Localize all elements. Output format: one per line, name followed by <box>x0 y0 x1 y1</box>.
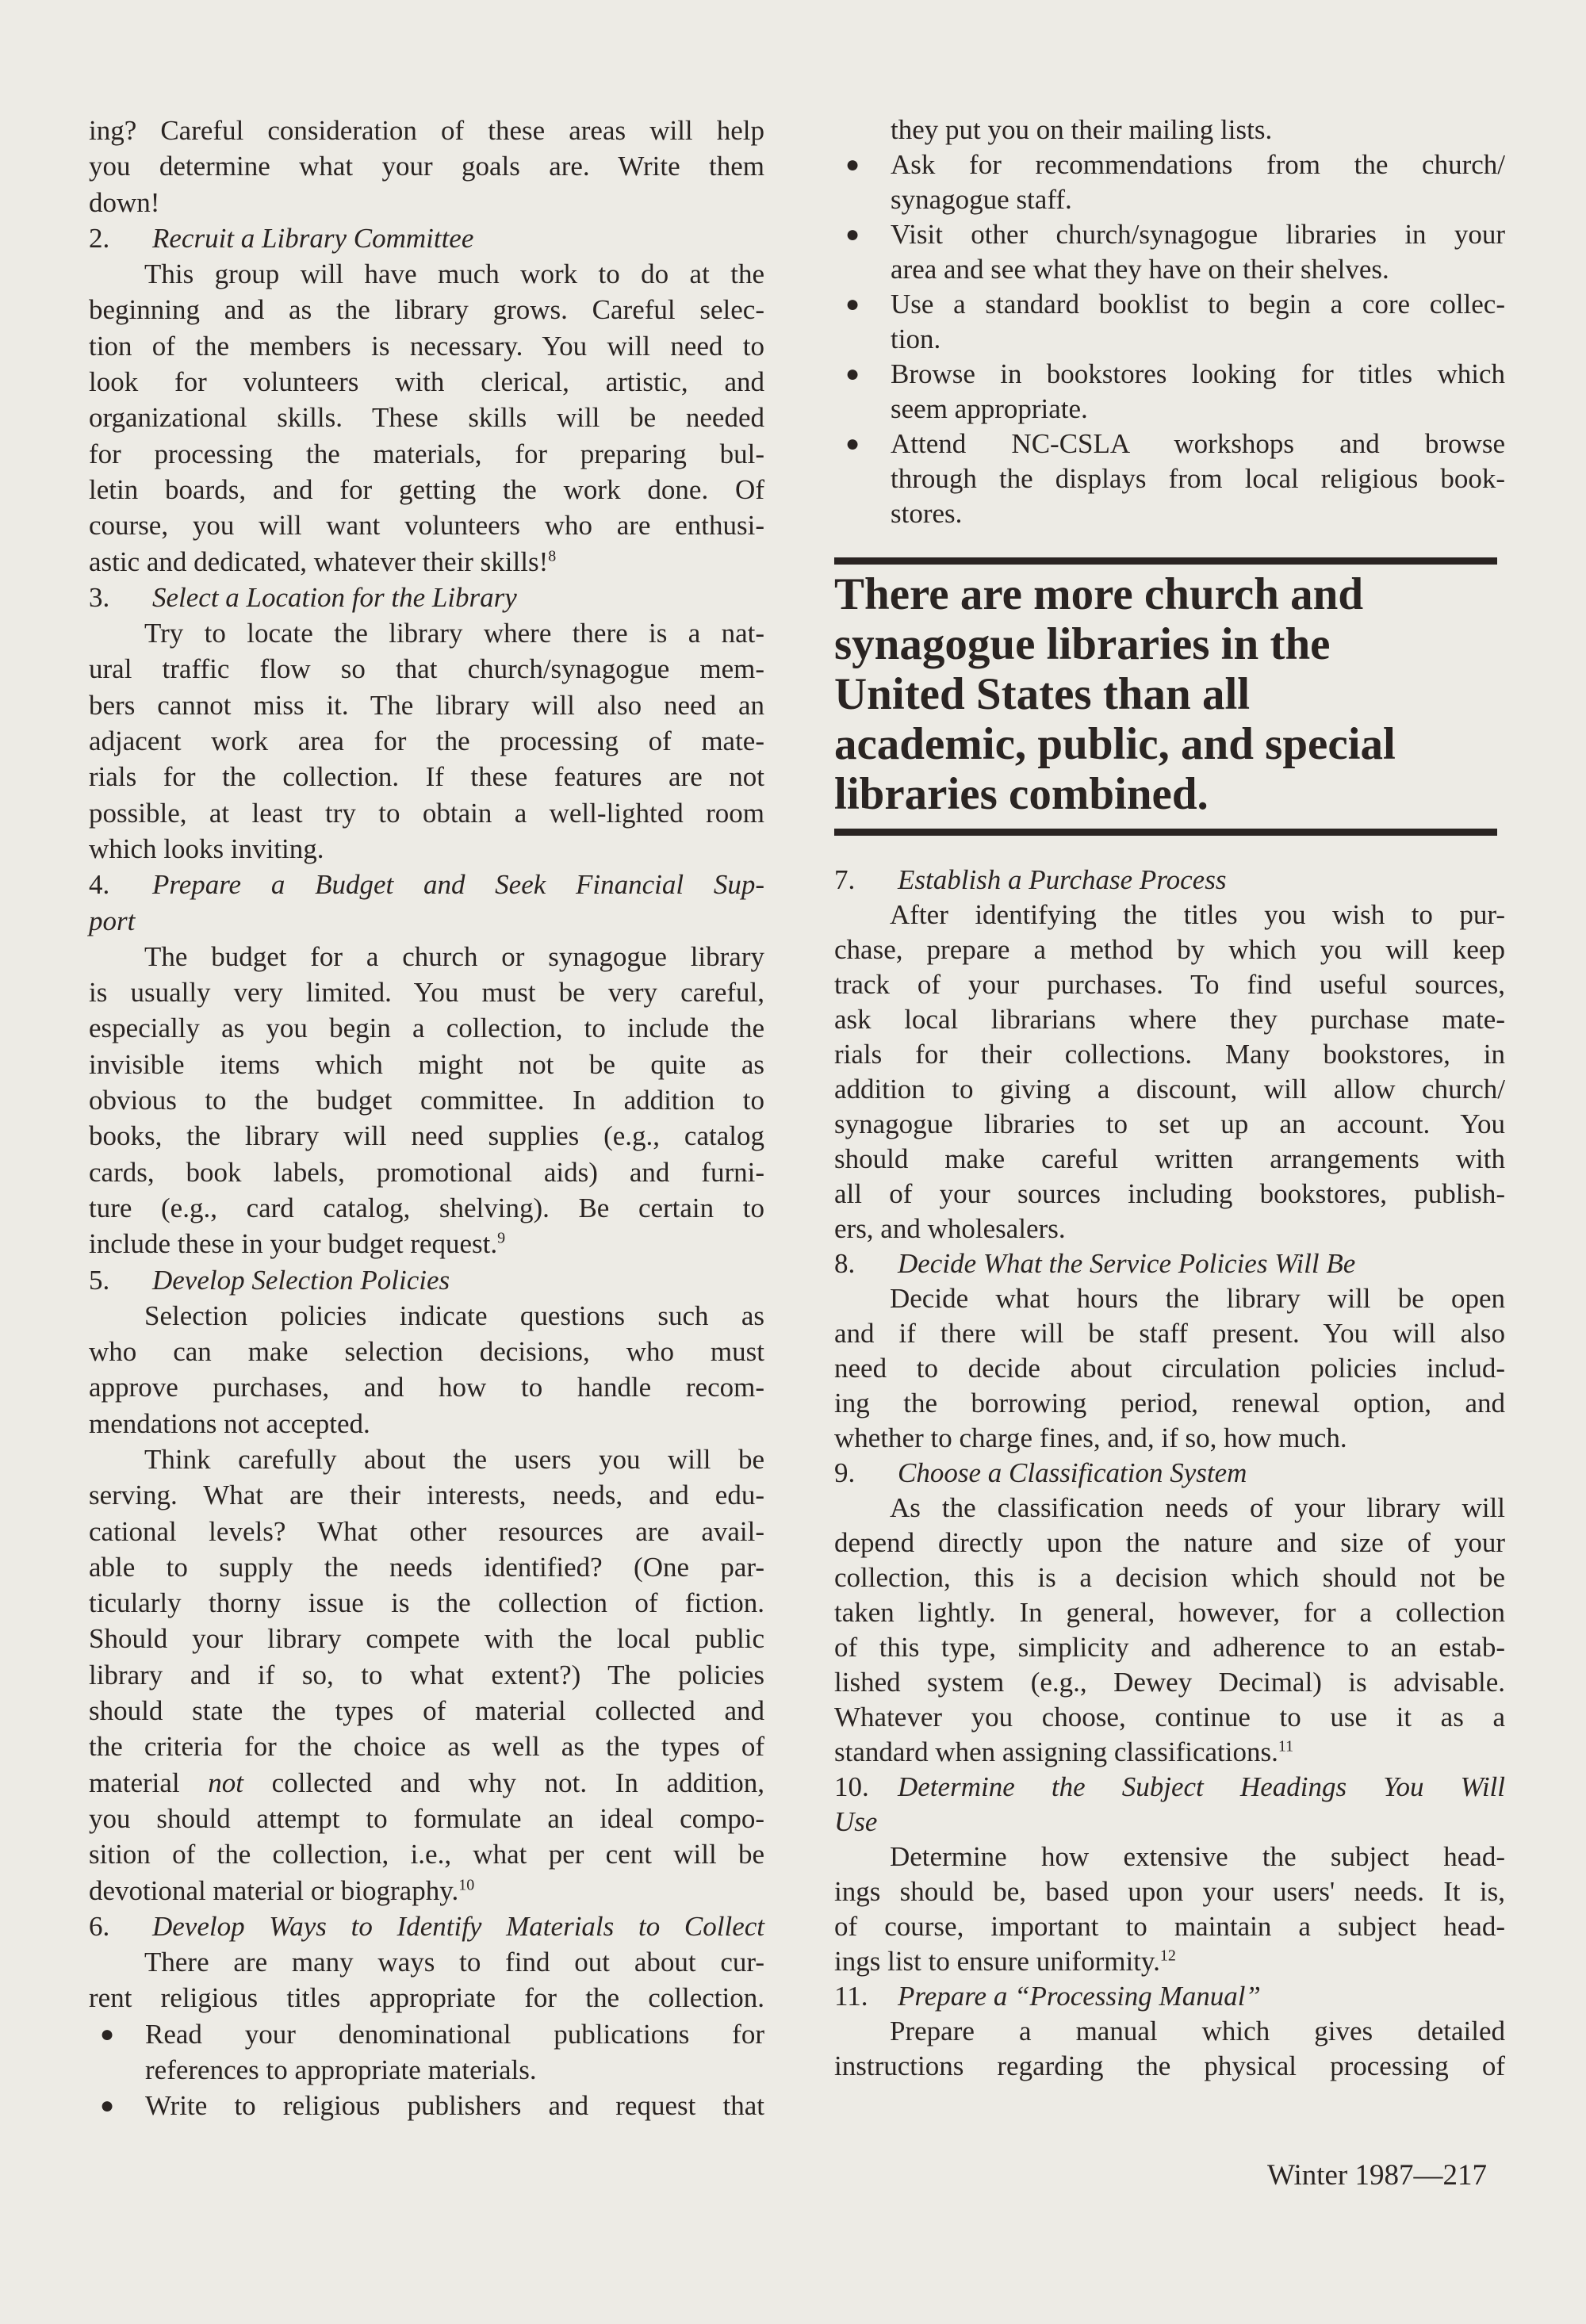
text-line <box>89 651 764 687</box>
text-line <box>89 1226 764 1262</box>
line-text: Selection policies indicate questions such as <box>144 1300 764 1331</box>
line-text: rials for the collection. If these features are not <box>89 761 764 793</box>
bullet-line <box>89 2016 764 2052</box>
section-heading-line <box>89 220 764 256</box>
line-text: rials for their collections. Many bookstores, in <box>834 1039 1505 1070</box>
text-line <box>834 1560 1505 1595</box>
line-text: organizational skills. These skills will be needed <box>89 402 764 434</box>
bullet-icon: ● <box>845 151 860 178</box>
line-text: ture (e.g., card catalog, shelving). Be certain to <box>89 1192 764 1223</box>
line-text: ers, and wholesalers. <box>834 1213 1066 1244</box>
line-text: is usually very limited. You must be very careful, <box>89 977 764 1009</box>
section-number: 4. <box>89 869 110 901</box>
line-text: Read your denominational publications for <box>145 2018 764 2050</box>
section-heading-line <box>834 1805 1505 1840</box>
text-line <box>834 1351 1505 1386</box>
line-text: tion of the members is necessary. You will need to <box>89 330 764 362</box>
line-text: through the displays from local religious book- <box>891 463 1505 494</box>
line-text: synagogue libraries to set up an account. You <box>834 1108 1505 1139</box>
bullet-icon: ● <box>100 2020 115 2047</box>
pull-quote-bottom-rule <box>834 829 1497 836</box>
line-text: library and if so, to what extent?) The policies <box>89 1659 764 1690</box>
line-text: ings should be, based upon your users' needs. It is, <box>834 1876 1505 1907</box>
line-text: especially as you begin a collection, to include the <box>89 1013 764 1044</box>
line-text: bers cannot miss it. The library will also need an <box>89 689 764 721</box>
line-text: possible, at least try to obtain a well-lighted room <box>89 797 764 829</box>
footnote-reference: 12 <box>1159 1947 1176 1965</box>
line-text: astic and dedicated, whatever their skills! <box>89 546 549 577</box>
line-text: ural traffic flow so that church/synagogue mem- <box>89 653 764 685</box>
bullet-line <box>834 217 1505 252</box>
line-text: of course, important to maintain a subject head- <box>834 1911 1505 1942</box>
line-text: synagogue staff. <box>891 184 1072 215</box>
section-title: Determine the Subject Headings You Will <box>898 1771 1505 1802</box>
line-text: books, the library will need supplies (e.g., catalog <box>89 1120 764 1152</box>
line-text: Should your library compete with the local public <box>89 1623 764 1655</box>
text-line <box>89 1729 764 1764</box>
line-text: down! <box>89 186 160 218</box>
text-line <box>89 687 764 723</box>
section-title: Establish a Purchase Process <box>898 864 1227 895</box>
text-line <box>89 1441 764 1477</box>
line-text: taken lightly. In general, however, for a collection <box>834 1597 1505 1628</box>
line-text: of this type, simplicity and adherence to an estab- <box>834 1632 1505 1663</box>
page-footer: Winter 1987—217 <box>1267 2159 1487 2192</box>
text-line <box>89 1549 764 1585</box>
line-text: serving. What are their interests, needs, and edu- <box>89 1480 764 1511</box>
text-line <box>834 1107 1505 1142</box>
line-text: Ask for recommendations from the church/ <box>891 149 1505 180</box>
text-line <box>834 1002 1505 1037</box>
line-text: devotional material or biography. <box>89 1874 459 1906</box>
bullet-line <box>834 147 1505 182</box>
text-line <box>89 507 764 543</box>
text-line <box>89 1944 764 1980</box>
pull-quote-top-rule <box>834 557 1497 565</box>
text-line <box>834 1142 1505 1177</box>
text-line <box>89 759 764 794</box>
line-text: ticularly thorny issue is the collection of fiction. <box>89 1587 764 1619</box>
line-text: approve purchases, and how to handle recom- <box>89 1372 764 1403</box>
section-number: 11. <box>834 1981 868 2012</box>
text-line <box>89 544 764 580</box>
text-line <box>89 1406 764 1441</box>
pull-quote-line: academic, public, and special <box>834 719 1396 769</box>
line-text: need to decide about circulation policies includ- <box>834 1353 1505 1384</box>
section-number: 5. <box>89 1264 110 1296</box>
text-line <box>834 1630 1505 1665</box>
pull-quote-line: United States than all <box>834 669 1251 719</box>
line-text: collection, this is a decision which should not be <box>834 1562 1505 1593</box>
line-text: There are many ways to find out about cur- <box>144 1947 764 1978</box>
section-heading-line <box>89 867 764 902</box>
footnote-reference: 11 <box>1278 1737 1294 1755</box>
line-text: cational levels? What other resources are avail- <box>89 1515 764 1547</box>
text-line <box>834 1944 1505 1979</box>
section-heading-line <box>89 580 764 615</box>
section-number: 8. <box>834 1248 856 1279</box>
text-line <box>89 185 764 220</box>
text-line <box>89 939 764 974</box>
text-line <box>89 328 764 364</box>
text-line <box>89 472 764 507</box>
line-text: The budget for a church or synagogue library <box>144 940 764 972</box>
section-heading-line <box>834 1770 1505 1805</box>
line-text: ask local librarians where they purchase mate- <box>834 1004 1505 1035</box>
line-text: ing the borrowing period, renewal option, and <box>834 1388 1505 1419</box>
line-text: Prepare a manual which gives detailed <box>890 2016 1505 2046</box>
line-text: As the classification needs of your library will <box>890 1492 1505 1523</box>
bullet-line <box>834 357 1505 392</box>
pull-quote-line: libraries combined. <box>834 769 1209 819</box>
section-heading-line <box>834 1456 1505 1491</box>
line-text: letin boards, and for getting the work done. Of <box>89 473 764 505</box>
text-line <box>834 967 1505 1002</box>
text-line <box>89 1047 764 1082</box>
text-line <box>834 932 1505 967</box>
line-text: beginning and as the library grows. Careful selec- <box>89 294 764 326</box>
section-title: Develop Ways to Identify Materials to Collect <box>152 1910 764 1942</box>
line-text: ing? Careful consideration of these areas will help <box>89 115 764 146</box>
line-text: addition to giving a discount, will allow church/ <box>834 1074 1505 1105</box>
right-column-text <box>834 863 1505 2084</box>
line-text: the criteria for the choice as well as the types of <box>89 1731 764 1763</box>
text-line <box>89 1154 764 1190</box>
line-text: mendations not accepted. <box>89 1407 370 1439</box>
text-line <box>834 1212 1505 1246</box>
text-line <box>89 1514 764 1549</box>
text-line <box>89 1585 764 1621</box>
line-text: for processing the materials, for preparing bul- <box>89 438 764 469</box>
line-text: After identifying the titles you wish to pur- <box>890 899 1505 930</box>
bullet-line <box>834 182 1505 217</box>
line-text: look for volunteers with clerical, artistic, and <box>89 366 764 398</box>
section-title: Decide What the Service Policies Will Be <box>898 1248 1356 1279</box>
text-line <box>89 148 764 184</box>
bullet-icon: ● <box>845 431 860 457</box>
section-number: 3. <box>89 581 110 613</box>
text-line <box>89 436 764 472</box>
line-text: obvious to the budget committee. In addition to <box>89 1085 764 1116</box>
text-line <box>834 1735 1505 1770</box>
section-title: Choose a Classification System <box>898 1457 1247 1488</box>
bullet-line <box>834 496 1505 531</box>
line-text: invisible items which might not be quite as <box>89 1048 764 1080</box>
line-text: Determine how extensive the subject head- <box>890 1841 1505 1872</box>
line-text: collected and why not. In addition, <box>243 1767 765 1798</box>
line-text: Whatever you choose, continue to use it as a <box>834 1702 1505 1732</box>
line-text: rent religious titles appropriate for the collection. <box>89 1982 764 2014</box>
section-heading-line <box>834 1979 1505 2014</box>
bullet-line <box>89 2088 764 2123</box>
section-title: Develop Selection Policies <box>152 1264 450 1296</box>
line-text: Browse in bookstores looking for titles which <box>891 358 1505 389</box>
text-line <box>89 1298 764 1334</box>
bullet-icon: ● <box>845 291 860 317</box>
line-text: standard when assigning classifications. <box>834 1736 1278 1767</box>
text-line <box>89 1369 764 1405</box>
section-number: 6. <box>89 1910 110 1942</box>
line-text: chase, prepare a method by which you will keep <box>834 934 1505 965</box>
text-line <box>834 2049 1505 2084</box>
text-line <box>834 1491 1505 1526</box>
text-line <box>89 723 764 759</box>
line-text: course, you will want volunteers who are enthusi- <box>89 510 764 542</box>
bullet-line <box>89 2052 764 2088</box>
text-line <box>89 1873 764 1909</box>
right-column-bullets <box>834 113 1505 531</box>
section-heading-line <box>89 1262 764 1298</box>
line-text: Use <box>834 1806 878 1837</box>
line-text: instructions regarding the physical processing of <box>834 2050 1505 2081</box>
text-line <box>89 974 764 1010</box>
text-line <box>834 1177 1505 1212</box>
pull-quote-line: synagogue libraries in the <box>834 619 1331 669</box>
line-text: references to appropriate materials. <box>145 2054 537 2086</box>
footnote-reference: 10 <box>458 1875 475 1893</box>
line-text: Try to locate the library where there is a nat- <box>144 618 764 649</box>
line-text: they put you on their mailing lists. <box>891 114 1273 145</box>
line-text: should make careful written arrangements with <box>834 1143 1505 1174</box>
bullet-line <box>834 252 1505 287</box>
text-line <box>834 898 1505 932</box>
section-number: 7. <box>834 864 856 895</box>
line-text: area and see what they have on their shelves. <box>891 254 1389 285</box>
bullet-line <box>834 427 1505 461</box>
line-text: you determine what your goals are. Write them <box>89 151 764 182</box>
line-text: lished system (e.g., Dewey Decimal) is advisable. <box>834 1667 1505 1698</box>
line-text: Visit other church/synagogue libraries in your <box>891 219 1505 250</box>
bullet-line <box>834 322 1505 357</box>
line-text: seem appropriate. <box>891 393 1088 424</box>
line-text: all of your sources including bookstores, publish- <box>834 1178 1505 1209</box>
line-text: ings list to ensure uniformity. <box>834 1946 1160 1977</box>
text-line <box>89 1010 764 1046</box>
bullet-icon: ● <box>845 221 860 247</box>
section-heading-line <box>89 903 764 939</box>
bullet-icon: ● <box>100 2092 115 2119</box>
line-text: who can make selection decisions, who must <box>89 1336 764 1368</box>
pull-quote-line: There are more church and <box>834 569 1364 619</box>
section-heading-line <box>834 863 1505 898</box>
line-text: Decide what hours the library will be open <box>890 1283 1505 1314</box>
section-title: Select a Location for the Library <box>152 581 517 613</box>
line-text: able to supply the needs identified? (One par- <box>89 1551 764 1583</box>
text-line <box>89 1801 764 1836</box>
line-text: This group will have much work to do at the <box>144 258 764 290</box>
text-line <box>834 1316 1505 1351</box>
line-text: whether to charge fines, and, if so, how much. <box>834 1422 1347 1453</box>
line-text: adjacent work area for the processing of mate- <box>89 726 764 757</box>
bullet-icon: ● <box>845 361 860 387</box>
line-text: Use a standard booklist to begin a core collec- <box>891 289 1505 320</box>
text-line <box>834 1874 1505 1909</box>
line-text: cards, book labels, promotional aids) and furni- <box>89 1156 764 1188</box>
line-text: Write to religious publishers and request that <box>145 2090 764 2122</box>
line-text: Attend NC-CSLA workshops and browse <box>891 428 1505 459</box>
line-text: you should attempt to formulate an ideal compo- <box>89 1802 764 1834</box>
line-text: should state the types of material collected and <box>89 1695 764 1727</box>
line-text: sition of the collection, i.e., what per cent will be <box>89 1839 764 1870</box>
text-line <box>834 1526 1505 1560</box>
text-line <box>89 1334 764 1369</box>
line-text: include these in your budget request. <box>89 1228 498 1260</box>
text-line <box>89 831 764 867</box>
text-line <box>834 1595 1505 1630</box>
text-line <box>89 292 764 327</box>
line-text: Think carefully about the users you will be <box>144 1443 764 1475</box>
bullet-line <box>834 113 1505 147</box>
bullet-line <box>834 392 1505 427</box>
text-line <box>89 1118 764 1154</box>
text-line <box>834 1840 1505 1874</box>
line-text: port <box>89 905 136 936</box>
bullet-line <box>834 287 1505 322</box>
section-title: Recruit a Library Committee <box>152 222 474 254</box>
text-line <box>89 1082 764 1118</box>
section-number: 2. <box>89 222 110 254</box>
section-title: Prepare a “Processing Manual” <box>898 1981 1261 2012</box>
text-line <box>834 1386 1505 1421</box>
text-line <box>89 256 764 292</box>
text-line <box>89 113 764 148</box>
text-line <box>834 1421 1505 1456</box>
text-line <box>834 2014 1505 2049</box>
line-text: depend directly upon the nature and size of your <box>834 1527 1505 1558</box>
text-line <box>834 1665 1505 1700</box>
line-text: track of your purchases. To find useful sources, <box>834 969 1505 1000</box>
line-text: which looks inviting. <box>89 833 324 864</box>
emphasis-text: not <box>208 1767 244 1798</box>
footnote-reference: 8 <box>548 546 557 565</box>
section-number: 10. <box>834 1771 869 1802</box>
line-text: tion. <box>891 324 941 354</box>
bullet-line <box>834 461 1505 496</box>
section-heading-line <box>89 1909 764 1944</box>
text-line <box>834 1281 1505 1316</box>
text-line <box>89 400 764 435</box>
text-line <box>834 1909 1505 1944</box>
text-line <box>834 1072 1505 1107</box>
text-line <box>89 1621 764 1656</box>
left-column <box>89 113 764 2124</box>
text-line <box>89 1765 764 1801</box>
text-line <box>89 1980 764 2016</box>
section-title: Prepare a Budget and Seek Financial Sup- <box>152 869 764 901</box>
line-text: and if there will be staff present. You will also <box>834 1318 1505 1349</box>
text-line <box>89 364 764 400</box>
footnote-reference: 9 <box>497 1229 506 1247</box>
text-line <box>89 795 764 831</box>
text-line <box>89 1657 764 1693</box>
section-number: 9. <box>834 1457 856 1488</box>
section-heading-line <box>834 1246 1505 1281</box>
line-text: stores. <box>891 498 963 529</box>
text-line <box>89 615 764 651</box>
text-line <box>834 1037 1505 1072</box>
text-line <box>89 1693 764 1729</box>
text-line <box>89 1836 764 1872</box>
text-line <box>89 1190 764 1226</box>
line-text: material <box>89 1767 209 1798</box>
pull-quote <box>834 569 1500 819</box>
text-line <box>834 1700 1505 1735</box>
text-line <box>89 1477 764 1513</box>
